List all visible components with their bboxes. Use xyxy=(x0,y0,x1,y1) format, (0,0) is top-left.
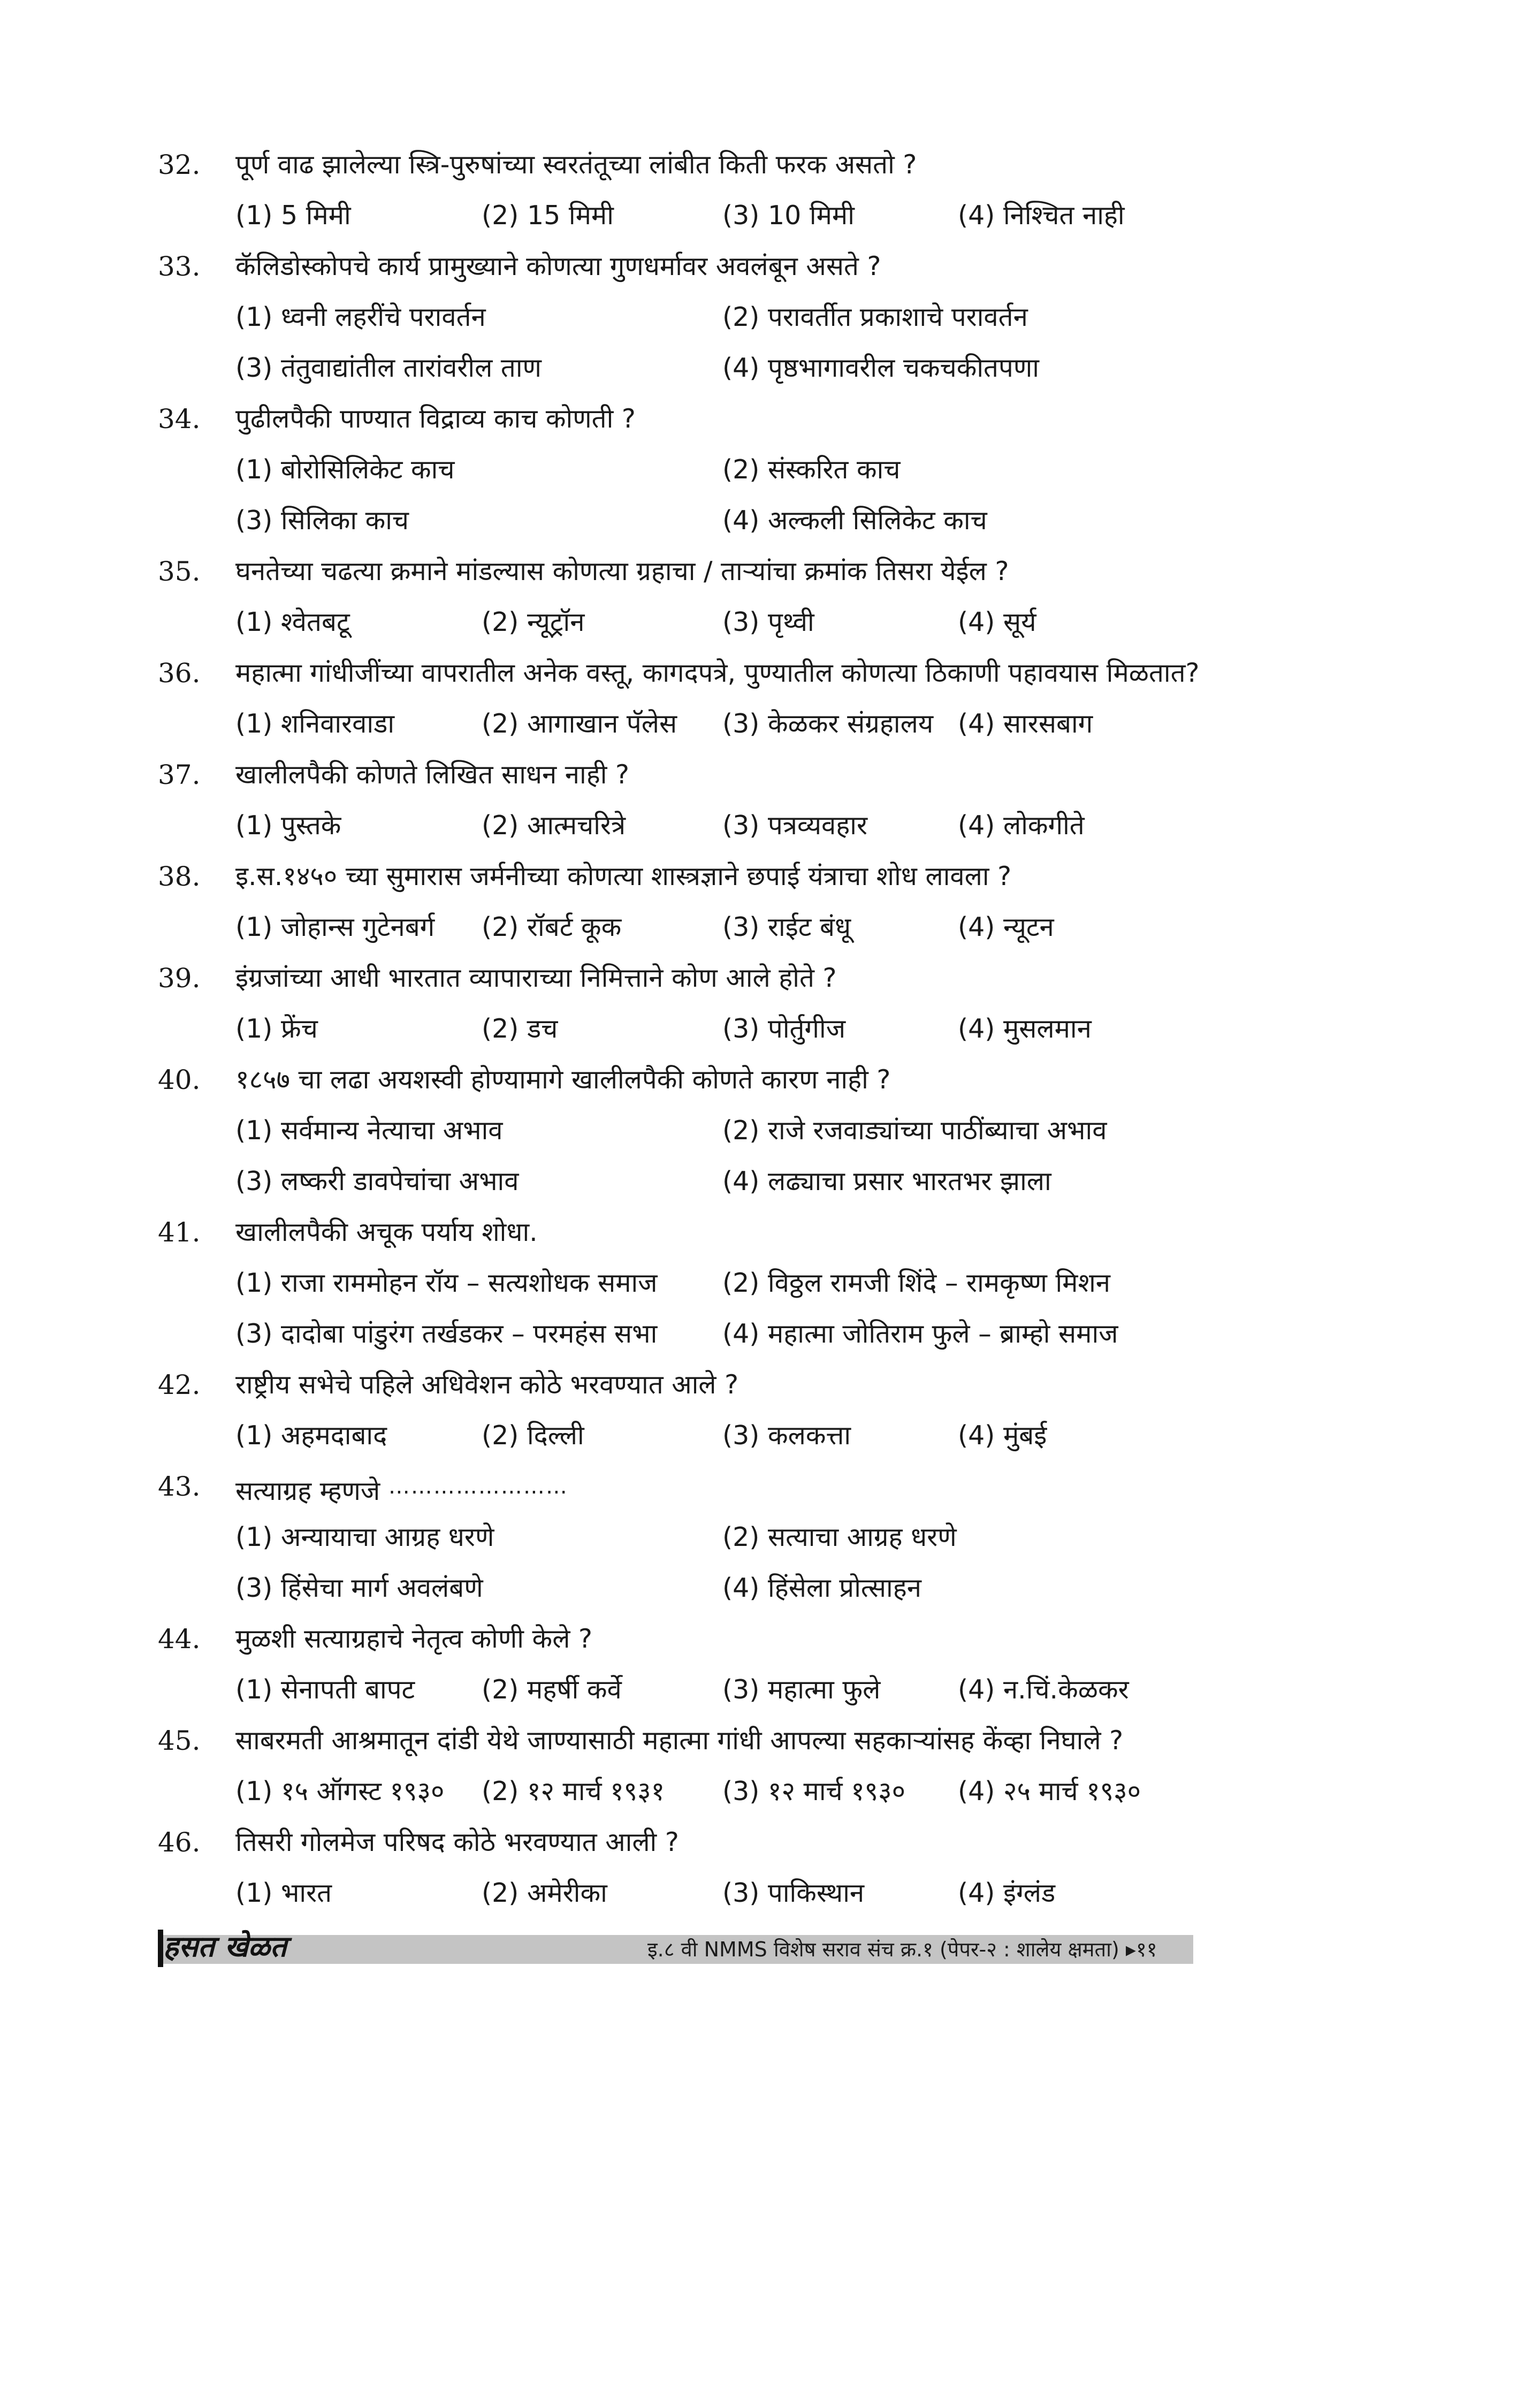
question-text-body: खालीलपैकी कोणते लिखित साधन नाही ? xyxy=(235,759,629,790)
option-3: (3) राईट बंधू xyxy=(722,912,851,942)
option-2: (2) संस्करित काच xyxy=(722,454,901,485)
question-text-body: पुढीलपैकी पाण्यात विद्राव्य काच कोणती ? xyxy=(235,403,636,434)
option-3: (3) लष्करी डावपेचांचा अभाव xyxy=(235,1166,519,1197)
question-number: 34. xyxy=(158,403,201,435)
option-3: (3) पाकिस्थान xyxy=(722,1878,865,1908)
question-text-body: तिसरी गोलमेज परिषद कोठे भरवण्यात आली ? xyxy=(235,1827,679,1857)
question-number: 35. xyxy=(158,556,201,587)
question-text xyxy=(235,1211,1306,1254)
option-1: (1) भारत xyxy=(235,1878,332,1908)
option-4: (4) इंग्लंड xyxy=(958,1878,1056,1908)
option-1: (1) फ्रेंच xyxy=(235,1014,318,1044)
question-number: 32. xyxy=(158,149,201,180)
option-4: (4) न्यूटन xyxy=(958,912,1054,942)
question-text xyxy=(235,855,1306,898)
option-1: (1) श्वेतबटू xyxy=(235,607,350,637)
question-text xyxy=(235,957,1306,1000)
question-text xyxy=(235,753,1306,796)
option-3: (3) पत्रव्यवहार xyxy=(722,810,868,841)
option-4: (4) लढ्याचा प्रसार भारतभर झाला xyxy=(722,1166,1051,1197)
question-number: 33. xyxy=(158,251,201,282)
footer-brand: हसत खेळत xyxy=(163,1929,287,1963)
option-3: (3) कलकत्ता xyxy=(722,1420,851,1451)
question-text-body: मुळशी सत्याग्रहाचे नेतृत्व कोणी केले ? xyxy=(235,1624,592,1654)
question-number: 45. xyxy=(158,1725,201,1756)
question-40 xyxy=(0,1058,1525,1101)
question-text xyxy=(235,1719,1306,1762)
option-2: (2) आगाखान पॅलेस xyxy=(482,708,677,739)
option-4: (4) २५ मार्च १९३० xyxy=(958,1776,1141,1807)
option-4: (4) मुंबई xyxy=(958,1420,1047,1451)
question-text-body: १८५७ चा लढा अयशस्वी होण्यामागे खालीलपैकी कोणते कारण नाही ? xyxy=(235,1064,891,1095)
option-2: (2) १२ मार्च १९३१ xyxy=(482,1776,665,1807)
option-1: (1) सर्वमान्य नेत्याचा अभाव xyxy=(235,1115,503,1146)
question-text xyxy=(235,652,1306,695)
question-38 xyxy=(0,855,1525,898)
option-3: (3) सिलिका काच xyxy=(235,505,409,536)
question-text-body: इ.स.१४५० च्या सुमारास जर्मनीच्या कोणत्या शास्त्रज्ञाने छपाई यंत्राचा शोध लावला ? xyxy=(235,861,1012,891)
option-4: (4) सारसबाग xyxy=(958,708,1093,739)
question-32 xyxy=(0,143,1525,186)
question-text-body: खालीलपैकी अचूक पर्याय शोधा. xyxy=(235,1217,538,1247)
question-number: 43. xyxy=(158,1471,201,1502)
question-text xyxy=(235,1618,1306,1660)
question-46 xyxy=(0,1821,1525,1864)
question-text-body: घनतेच्या चढत्या क्रमाने मांडल्यास कोणत्या ग्रहाचा / ताऱ्यांचा क्रमांक तिसरा येईल ? xyxy=(235,556,1009,586)
option-4: (4) निश्चित नाही xyxy=(958,200,1125,231)
question-number: 37. xyxy=(158,759,201,790)
question-45 xyxy=(0,1719,1525,1762)
option-3: (3) १२ मार्च १९३० xyxy=(722,1776,906,1807)
question-41 xyxy=(0,1211,1525,1254)
option-1: (1) १५ ऑगस्ट १९३० xyxy=(235,1776,445,1807)
question-34 xyxy=(0,398,1525,440)
option-2: (2) सत्याचा आग्रह धरणे xyxy=(722,1522,957,1552)
question-number: 39. xyxy=(158,963,201,994)
question-number: 36. xyxy=(158,658,201,689)
option-2: (2) विठ्ठल रामजी शिंदे – रामकृष्ण मिशन xyxy=(722,1268,1110,1298)
question-44 xyxy=(0,1618,1525,1660)
question-33 xyxy=(0,245,1525,288)
option-1: (1) ध्वनी लहरींचे परावर्तन xyxy=(235,302,486,332)
option-3: (3) तंतुवाद्यांतील तारांवरील ताण xyxy=(235,353,542,383)
question-number: 41. xyxy=(158,1217,201,1248)
option-4: (4) अल्कली सिलिकेट काच xyxy=(722,505,987,536)
option-3: (3) केळकर संग्रहालय xyxy=(722,708,934,739)
question-number: 40. xyxy=(158,1064,201,1095)
footer-left-mark xyxy=(158,1930,163,1967)
option-1: (1) पुस्तके xyxy=(235,810,341,841)
question-text-body: सत्याग्रह म्हणजे xyxy=(235,1476,380,1506)
option-4: (4) हिंसेला प्रोत्साहन xyxy=(722,1573,921,1603)
question-text xyxy=(235,550,1306,593)
question-number: 42. xyxy=(158,1369,201,1400)
question-number: 46. xyxy=(158,1827,201,1858)
question-text xyxy=(235,1821,1306,1864)
option-2: (2) डच xyxy=(482,1014,558,1044)
question-text-body: पूर्ण वाढ झालेल्या स्त्रि-पुरुषांच्या स्वरतंतूच्या लांबीत किती फरक असतो ? xyxy=(235,149,917,180)
option-3: (3) 10 मिमी xyxy=(722,200,855,231)
question-39 xyxy=(0,957,1525,1000)
option-2: (2) 15 मिमी xyxy=(482,200,614,231)
option-4: (4) महात्मा जोतिराम फुले – ब्राम्हो समाज xyxy=(722,1319,1118,1349)
option-3: (3) पृथ्वी xyxy=(722,607,814,637)
option-1: (1) राजा राममोहन रॉय – सत्यशोधक समाज xyxy=(235,1268,658,1298)
question-36 xyxy=(0,652,1525,695)
question-text-body: राष्ट्रीय सभेचे पहिले अधिवेशन कोठे भरवण्यात आले ? xyxy=(235,1369,739,1400)
option-3: (3) हिंसेचा मार्ग अवलंबणे xyxy=(235,1573,483,1603)
option-2: (2) दिल्ली xyxy=(482,1420,584,1451)
question-text-body: महात्मा गांधीजींच्या वापरातील अनेक वस्तू, कागदपत्रे, पुण्यातील कोणत्या ठिकाणी पहावयास मिळतात? xyxy=(235,658,1200,688)
question-43 xyxy=(0,1465,1525,1508)
option-1: (1) अन्यायाचा आग्रह धरणे xyxy=(235,1522,494,1552)
option-4: (4) सूर्य xyxy=(958,607,1036,637)
option-1: (1) शनिवारवाडा xyxy=(235,708,395,739)
option-4: (4) पृष्ठभागावरील चकचकीतपणा xyxy=(722,353,1039,383)
option-2: (2) अमेरीका xyxy=(482,1878,607,1908)
question-number: 38. xyxy=(158,861,201,892)
answer-blank-dots: …………………… xyxy=(388,1474,568,1499)
question-text xyxy=(235,245,1306,288)
question-text-body: साबरमती आश्रमातून दांडी येथे जाण्यासाठी महात्मा गांधी आपल्या सहकाऱ्यांसह केंव्हा निघाले ? xyxy=(235,1725,1124,1756)
option-2: (2) न्यूट्रॉन xyxy=(482,607,585,637)
question-35 xyxy=(0,550,1525,593)
question-text-body: कॅलिडोस्कोपचे कार्य प्रामुख्याने कोणत्या गुणधर्मावर अवलंबून असते ? xyxy=(235,251,881,281)
option-2: (2) आत्मचरित्रे xyxy=(482,810,626,841)
question-text xyxy=(235,398,1306,440)
question-text-body: इंग्रजांच्या आधी भारतात व्यापाराच्या निमित्ताने कोण आले होते ? xyxy=(235,963,837,993)
option-1: (1) अहमदाबाद xyxy=(235,1420,387,1451)
option-2: (2) रॉबर्ट कूक xyxy=(482,912,622,942)
option-4: (4) लोकगीते xyxy=(958,810,1085,841)
question-text xyxy=(235,143,1306,186)
option-2: (2) परावर्तीत प्रकाशाचे परावर्तन xyxy=(722,302,1028,332)
question-text xyxy=(235,1363,1306,1406)
option-1: (1) सेनापती बापट xyxy=(235,1674,415,1705)
question-37 xyxy=(0,753,1525,796)
option-2: (2) राजे रजवाड्यांच्या पाठींब्याचा अभाव xyxy=(722,1115,1107,1146)
option-3: (3) दादोबा पांडुरंग तर्खडकर – परमहंस सभा xyxy=(235,1319,658,1349)
footer-text: इ.८ वी NMMS विशेष सराव संच क्र.१ (पेपर-२ : शालेय क्षमता) ▸११ xyxy=(647,1938,1157,1961)
question-number: 44. xyxy=(158,1624,201,1655)
option-2: (2) महर्षी कर्वे xyxy=(482,1674,622,1705)
question-42 xyxy=(0,1363,1525,1406)
option-1: (1) 5 मिमी xyxy=(235,200,351,231)
option-1: (1) जोहान्स गुटेनबर्ग xyxy=(235,912,435,942)
option-1: (1) बोरोसिलिकेट काच xyxy=(235,454,455,485)
option-4: (4) मुसलमान xyxy=(958,1014,1092,1044)
option-4: (4) न.चिं.केळकर xyxy=(958,1674,1129,1705)
question-text xyxy=(235,1058,1306,1101)
question-text xyxy=(235,1465,1306,1513)
option-3: (3) पोर्तुगीज xyxy=(722,1014,846,1044)
option-3: (3) महात्मा फुले xyxy=(722,1674,881,1705)
